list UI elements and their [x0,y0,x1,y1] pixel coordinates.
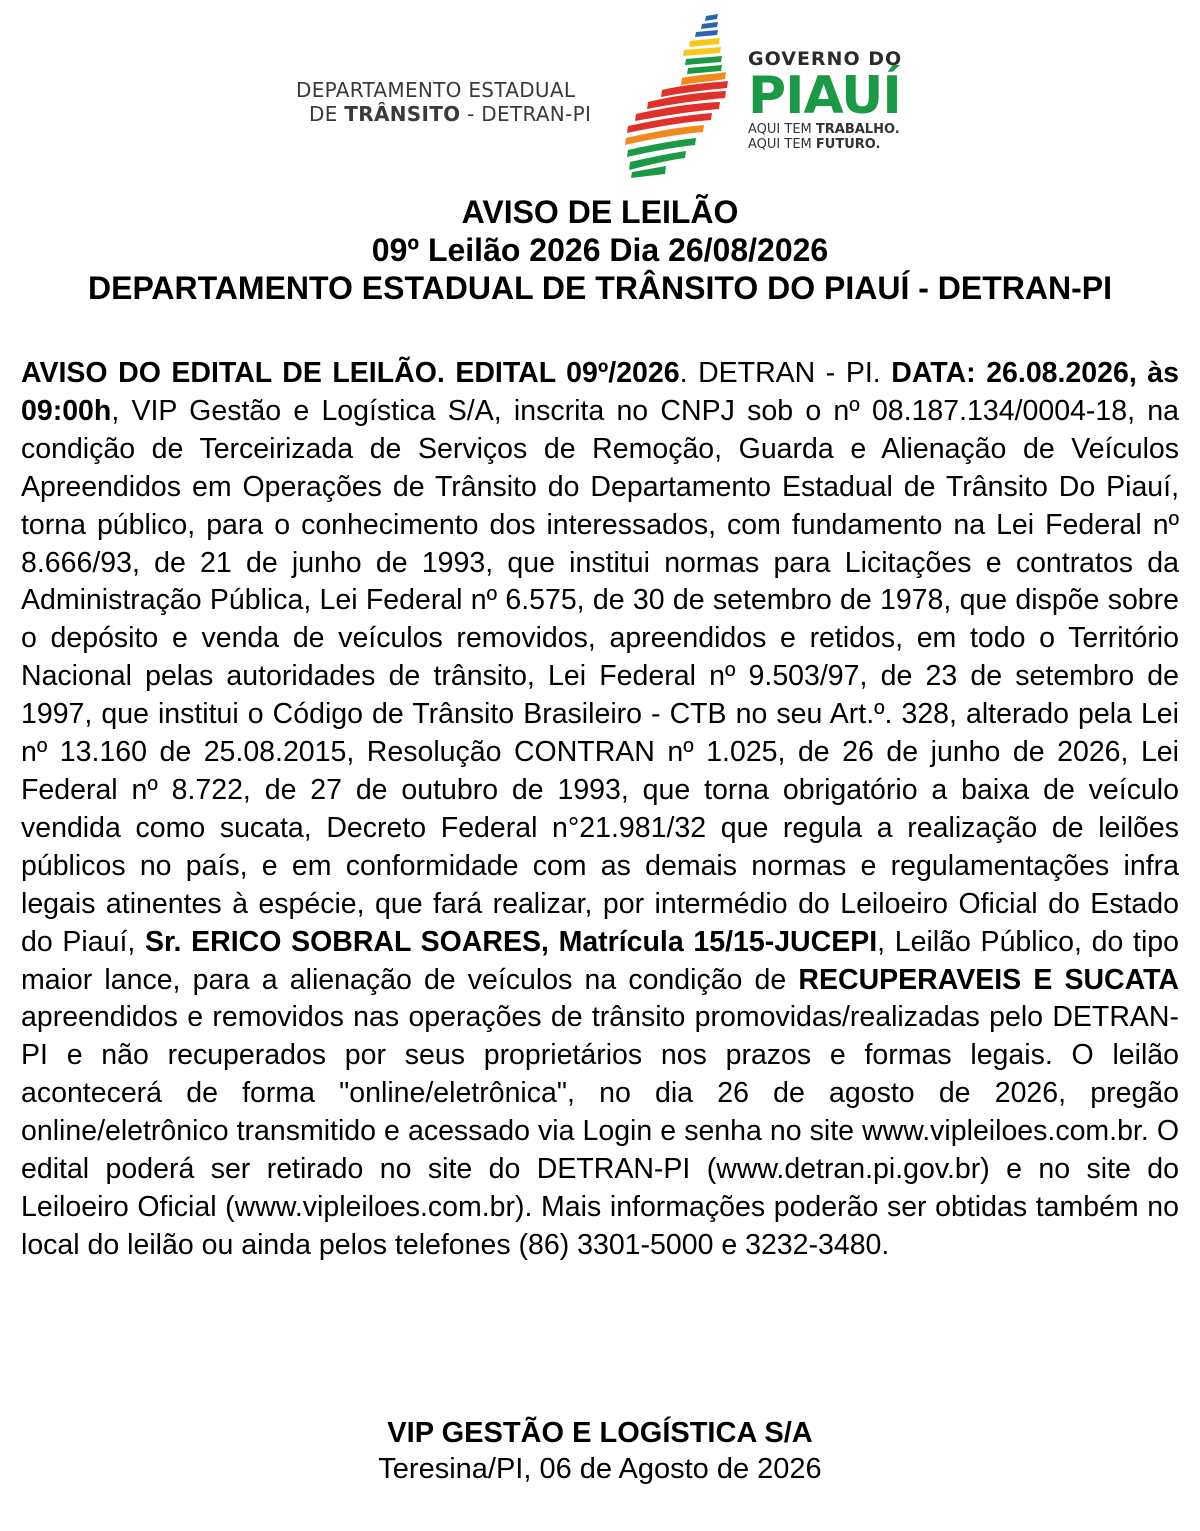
place-date: Teresina/PI, 06 de Agosto de 2026 [378,1453,822,1485]
body-auctioneer: Sr. ERICO SOBRAL SOARES, Matrícula 15/15-JUCEPI [144,925,878,958]
notice-subtitle: 09º Leilão 2026 Dia 26/08/2026 [371,232,829,268]
gov-logo-slogan2 [748,137,902,152]
detran-logo-bold: TRÂNSITO [344,102,461,126]
governo-piaui-logo [748,48,902,152]
detran-logo-line2 [296,102,596,126]
gov-logo-line2: PIAUÍ [748,66,901,126]
slogan1-bold: TRABALHO. [815,122,900,137]
detran-logo-suffix: - DETRAN-PI [460,102,592,126]
body-edital-heading: AVISO DO EDITAL DE LEILÃO. EDITAL 09º/2026 [21,357,680,389]
body-text-8: apreendidos e removidos nas operações de trânsito promovidas/realizadas pelo DETRAN-PI e não recuperados por seus proprietários nos prazos e formas legais. O leilão acontecerá de forma "online/eletrônica", no dia 26 de agosto de 2026, pregão online/eletrônico transmitido e acessado via Login e senha no site www.vipleiloes.com.br. O edital poderá ser retirado no site do DETRAN-PI (www.detran.pi.gov.br) e no site do Leiloeiro Oficial (www.vipleiloes.com.br). Mais informações poderão ser obtidas também no local do leilão ou ainda pelos telefones (86) 3301-5000 e 3232-3480. [21,1001,1179,1261]
footer [0,1415,1200,1487]
slogan2-prefix: AQUI TEM [748,137,816,152]
piaui-state-map-icon [622,12,734,178]
header [0,0,1200,190]
notice-titles [0,193,1200,307]
body-text-2: . DETRAN - PI. [679,357,892,389]
slogan1-prefix: AQUI TEM [748,122,816,137]
notice-body [21,355,1179,1265]
company-name: VIP GESTÃO E LOGÍSTICA S/A [387,1417,813,1449]
body-text-6: , Leilão Público, do tipo maior lance, para a alienação de veículos na condição de [21,925,1179,996]
body-text-4: , VIP Gestão e Logística S/A, inscrita no CNPJ sob o nº 08.187.134/0004-18, na condição de Terceirizada de Serviços de Remoção, Guarda e Alienação de Veículos Apreendidos em Operações de Trânsito do Departamento Estadual de Trânsito Do Piauí, torna público, para o conhecimento dos interessados, com fundamento na Lei Federal nº 8.666/93, de 21 de junho de 1993, que institui normas para Licitações e contratos da Administração Pública, Lei Federal nº 6.575, de 30 de setembro de 1978, que dispõe sobre o depósito e venda de veículos removidos, apreendidos e retidos, em todo o Território Nacional pelas autoridades de trânsito, Lei Federal nº 9.503/97, de 23 de setembro de 1997, que institui o Código de Trânsito Brasileiro - CTB no seu Art.º. 328, alterado pela Lei nº 13.160 de 25.08.2015, Resolução CONTRAN nº 1.025, de 26 de junho de 2026, Lei Federal nº 8.722, de 27 de outubro de 1993, que torna obrigatório a baixa de veículo vendida como sucata, Decreto Federal n°21.981/32 que regula a realização de leilões públicos no país, e em conformidade com as demais normas e regulamentações infra legais atinentes à espécie, que fará realizar, por intermédio do Leiloeiro Oficial do Estado do Piauí, [21,394,1179,958]
notice-title: AVISO DE LEILÃO [461,194,739,230]
slogan2-bold: FUTURO. [815,137,881,152]
detran-logo-line1: DEPARTAMENTO ESTADUAL [296,78,576,102]
body-date: DATA: 26.08.2026, às 09:00h [21,357,1180,427]
body-vehicle-condition: RECUPERAVEIS E SUCATA [798,963,1179,996]
detran-logo-prefix: DE [309,102,345,126]
gov-logo-line1: GOVERNO DO [748,48,903,70]
department-title: DEPARTAMENTO ESTADUAL DE TRÂNSITO DO PIAUÍ - DETRAN-PI [87,270,1113,306]
detran-logo [296,78,596,126]
gov-logo-slogan1 [748,122,902,137]
